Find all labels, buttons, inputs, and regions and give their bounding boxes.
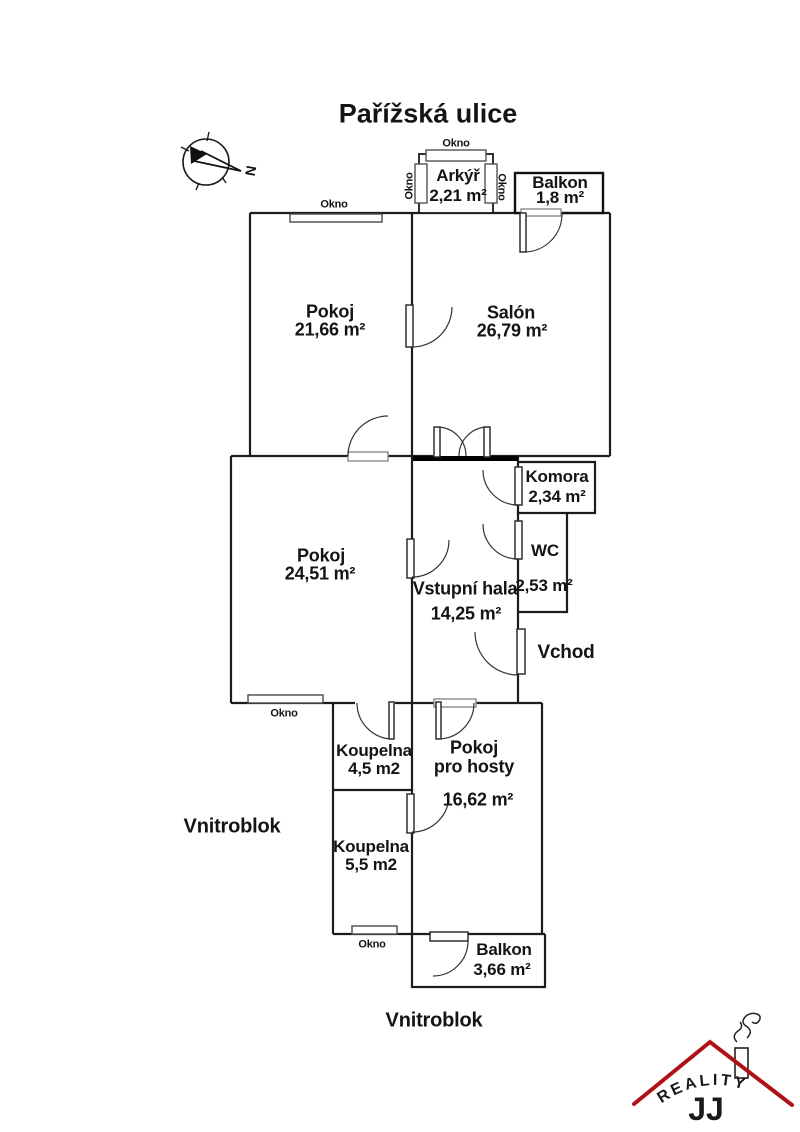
room-area-vstupni-hala: 14,25 m² [430, 603, 502, 624]
reality-jj-logo [634, 1013, 792, 1127]
door-sill-pokoj1-pokoj2 [348, 452, 388, 461]
okno-label-pokoj1: Okno [320, 198, 348, 211]
door-leaf-koupelna1 [389, 702, 394, 739]
room-area-koupelna2: 5,5 m2 [345, 855, 397, 875]
room-area-koupelna1: 4,5 m2 [348, 759, 400, 779]
balcony-door-sill [521, 209, 561, 216]
okno-label-koupelna2: Okno [358, 938, 386, 951]
thick-wall-segment [413, 456, 518, 461]
door-leaf-koupelna2 [407, 794, 414, 833]
door-leaf-wc [515, 521, 522, 559]
door-leaf-balcony-bottom [430, 932, 468, 941]
okno-label-pokoj2: Okno [270, 707, 298, 720]
vnitroblok-label-left: Vnitroblok [183, 815, 281, 838]
okno-label-arkyr-top: Okno [442, 137, 470, 150]
room-area-balkon-top: 1,8 m² [536, 188, 584, 208]
compass-icon [181, 132, 260, 190]
room-area-salon: 26,79 m² [476, 320, 548, 341]
room-area-pokoj1: 21,66 m² [294, 319, 366, 340]
vnitroblok-label-bottom: Vnitroblok [385, 1009, 483, 1032]
page-title: Pařížská ulice [338, 98, 518, 129]
room-label-komora: Komora [525, 467, 589, 487]
room-label-pokoj-hosty-2: pro hosty [433, 756, 515, 777]
entry-label-vchod: Vchod [537, 642, 595, 664]
room-label-pokoj-hosty-1: Pokoj [449, 737, 499, 758]
window-pokoj1-top [290, 214, 382, 222]
window-pokoj2-bottom [248, 695, 323, 703]
door-leaf-salon-balcony [520, 213, 526, 252]
room-area-komora: 2,34 m² [528, 487, 586, 507]
okno-label-arkyr-right: Okno [495, 173, 508, 201]
room-label-pokoj1: Pokoj [305, 301, 355, 322]
room-area-pokoj2: 24,51 m² [284, 563, 356, 584]
room-label-pokoj2: Pokoj [296, 545, 346, 566]
door-leaf-pokoj1-salon [406, 305, 413, 347]
bay-window-top [426, 150, 486, 161]
room-label-koupelna1: Koupelna [336, 741, 412, 761]
room-label-balkon-top: Balkon [532, 173, 588, 193]
door-leaf-entry [517, 629, 525, 674]
window-koupelna2-bottom [352, 926, 397, 934]
logo-reality-text: REALITY [654, 1071, 750, 1107]
double-door-leaf-right [484, 427, 490, 457]
double-door-leaf-left [434, 427, 440, 457]
compass-north-letter: N [242, 164, 260, 178]
room-label-vstupni-hala: Vstupní hala [412, 578, 518, 599]
room-label-arkyr: Arkýř [436, 166, 480, 186]
door-leaf-hala-pokoj2 [407, 539, 414, 578]
logo-smoke [734, 1022, 741, 1042]
room-label-koupelna2: Koupelna [333, 837, 409, 857]
room-area-wc: 2,53 m² [515, 576, 573, 596]
room-label-balkon-bottom: Balkon [476, 940, 532, 960]
okno-label-arkyr-left: Okno [403, 172, 416, 200]
logo-jj-text: JJ [688, 1091, 724, 1127]
walls [231, 213, 610, 987]
room-area-balkon-bottom: 3,66 m² [473, 960, 531, 980]
room-area-pokoj-hosty: 16,62 m² [442, 789, 514, 810]
bay-window-left [415, 164, 427, 203]
door-leaf-pokoj-hosty [436, 702, 441, 739]
door-leaf-komora [515, 467, 522, 505]
room-label-salon: Salón [486, 302, 536, 323]
room-label-wc: WC [531, 541, 559, 561]
room-area-arkyr: 2,21 m² [429, 186, 487, 206]
